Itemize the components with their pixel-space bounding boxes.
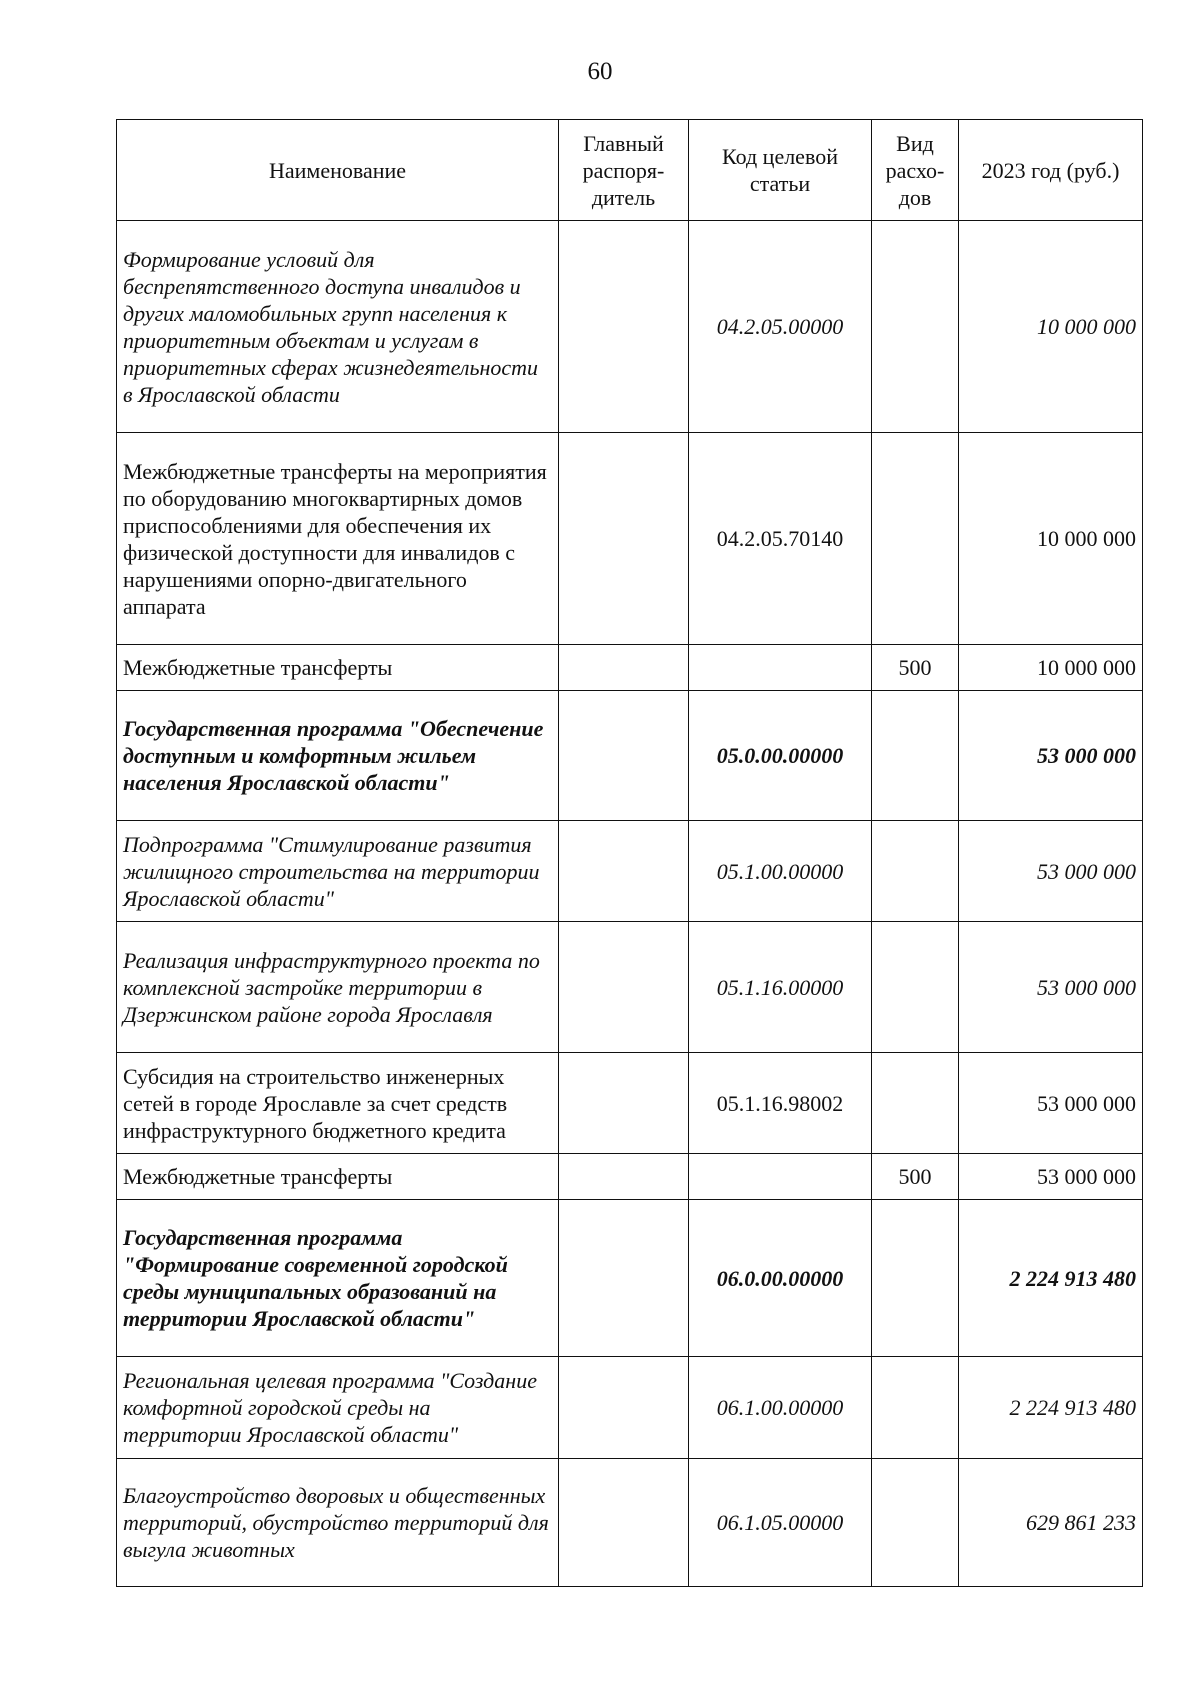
page-number: 60 xyxy=(587,58,613,85)
row-kind xyxy=(872,1200,959,1357)
row-name: Реализация инфраструктурного проекта по комплексной застройке территории в Дзержинском районе города Ярославля xyxy=(117,922,559,1053)
row-code: 06.1.05.00000 xyxy=(689,1459,872,1587)
header-amount: 2023 год (руб.) xyxy=(959,120,1143,221)
row-kind: 500 xyxy=(872,1154,959,1200)
row-kind xyxy=(872,691,959,821)
row-name: Межбюджетные трансферты на мероприятия по оборудованию многоквартирных домов приспособлениями для обеспечения их физической доступности для инвалидов с нарушениями опорно-двигательного аппарата xyxy=(117,433,559,645)
row-admin xyxy=(559,221,689,433)
row-kind xyxy=(872,821,959,922)
row-kind xyxy=(872,922,959,1053)
row-code: 04.2.05.70140 xyxy=(689,433,872,645)
header-name: Наименование xyxy=(117,120,559,221)
row-admin xyxy=(559,922,689,1053)
row-code: 05.1.00.00000 xyxy=(689,821,872,922)
row-admin xyxy=(559,1200,689,1357)
table-row xyxy=(117,691,1143,821)
row-admin xyxy=(559,1053,689,1154)
table-row xyxy=(117,1459,1143,1587)
header-code: Код целевой статьи xyxy=(689,120,872,221)
header-admin: Главный распоря-дитель xyxy=(559,120,689,221)
table-row xyxy=(117,821,1143,922)
row-name: Государственная программа "Обеспечение доступным и комфортным жильем населения Ярославской области" xyxy=(117,691,559,821)
row-kind: 500 xyxy=(872,645,959,691)
table-row xyxy=(117,1154,1143,1200)
row-name: Формирование условий для беспрепятственного доступа инвалидов и других маломобильных групп населения к приоритетным объектам и услугам в приоритетных сферах жизнедеятельности в Ярославской области xyxy=(117,221,559,433)
row-code: 06.1.00.00000 xyxy=(689,1357,872,1459)
row-name: Субсидия на строительство инженерных сетей в городе Ярославле за счет средств инфраструктурного бюджетного кредита xyxy=(117,1053,559,1154)
row-amount: 53 000 000 xyxy=(959,1154,1143,1200)
row-amount: 10 000 000 xyxy=(959,221,1143,433)
row-kind xyxy=(872,1357,959,1459)
row-code xyxy=(689,645,872,691)
table-header-row xyxy=(117,120,1143,221)
row-admin xyxy=(559,1357,689,1459)
row-amount: 629 861 233 xyxy=(959,1459,1143,1587)
row-kind xyxy=(872,221,959,433)
row-amount: 53 000 000 xyxy=(959,691,1143,821)
row-name: Государственная программа "Формирование современной городской среды муниципальных образований на территории Ярославской области" xyxy=(117,1200,559,1357)
row-name: Подпрограмма "Стимулирование развития жилищного строительства на территории Ярославской области" xyxy=(117,821,559,922)
row-amount: 53 000 000 xyxy=(959,821,1143,922)
row-amount: 10 000 000 xyxy=(959,433,1143,645)
row-name: Межбюджетные трансферты xyxy=(117,645,559,691)
row-code: 04.2.05.00000 xyxy=(689,221,872,433)
row-code xyxy=(689,1154,872,1200)
table-row xyxy=(117,433,1143,645)
table-row xyxy=(117,922,1143,1053)
row-name: Региональная целевая программа "Создание комфортной городской среды на территории Ярославской области" xyxy=(117,1357,559,1459)
row-code: 05.1.16.00000 xyxy=(689,922,872,1053)
row-amount: 10 000 000 xyxy=(959,645,1143,691)
table-row xyxy=(117,1357,1143,1459)
row-kind xyxy=(872,1053,959,1154)
row-code: 05.1.16.98002 xyxy=(689,1053,872,1154)
row-code: 06.0.00.00000 xyxy=(689,1200,872,1357)
table-row xyxy=(117,645,1143,691)
budget-table xyxy=(116,119,1143,1587)
row-admin xyxy=(559,821,689,922)
row-kind xyxy=(872,1459,959,1587)
row-kind xyxy=(872,433,959,645)
header-kind: Вид расхо-дов xyxy=(872,120,959,221)
row-amount: 53 000 000 xyxy=(959,1053,1143,1154)
table-row xyxy=(117,1200,1143,1357)
row-code: 05.0.00.00000 xyxy=(689,691,872,821)
row-amount: 53 000 000 xyxy=(959,922,1143,1053)
row-name: Благоустройство дворовых и общественных территорий, обустройство территорий для выгула животных xyxy=(117,1459,559,1587)
row-admin xyxy=(559,1459,689,1587)
row-admin xyxy=(559,1154,689,1200)
row-admin xyxy=(559,691,689,821)
row-name: Межбюджетные трансферты xyxy=(117,1154,559,1200)
table-row xyxy=(117,1053,1143,1154)
row-amount: 2 224 913 480 xyxy=(959,1357,1143,1459)
row-admin xyxy=(559,645,689,691)
row-amount: 2 224 913 480 xyxy=(959,1200,1143,1357)
row-admin xyxy=(559,433,689,645)
table-row xyxy=(117,221,1143,433)
